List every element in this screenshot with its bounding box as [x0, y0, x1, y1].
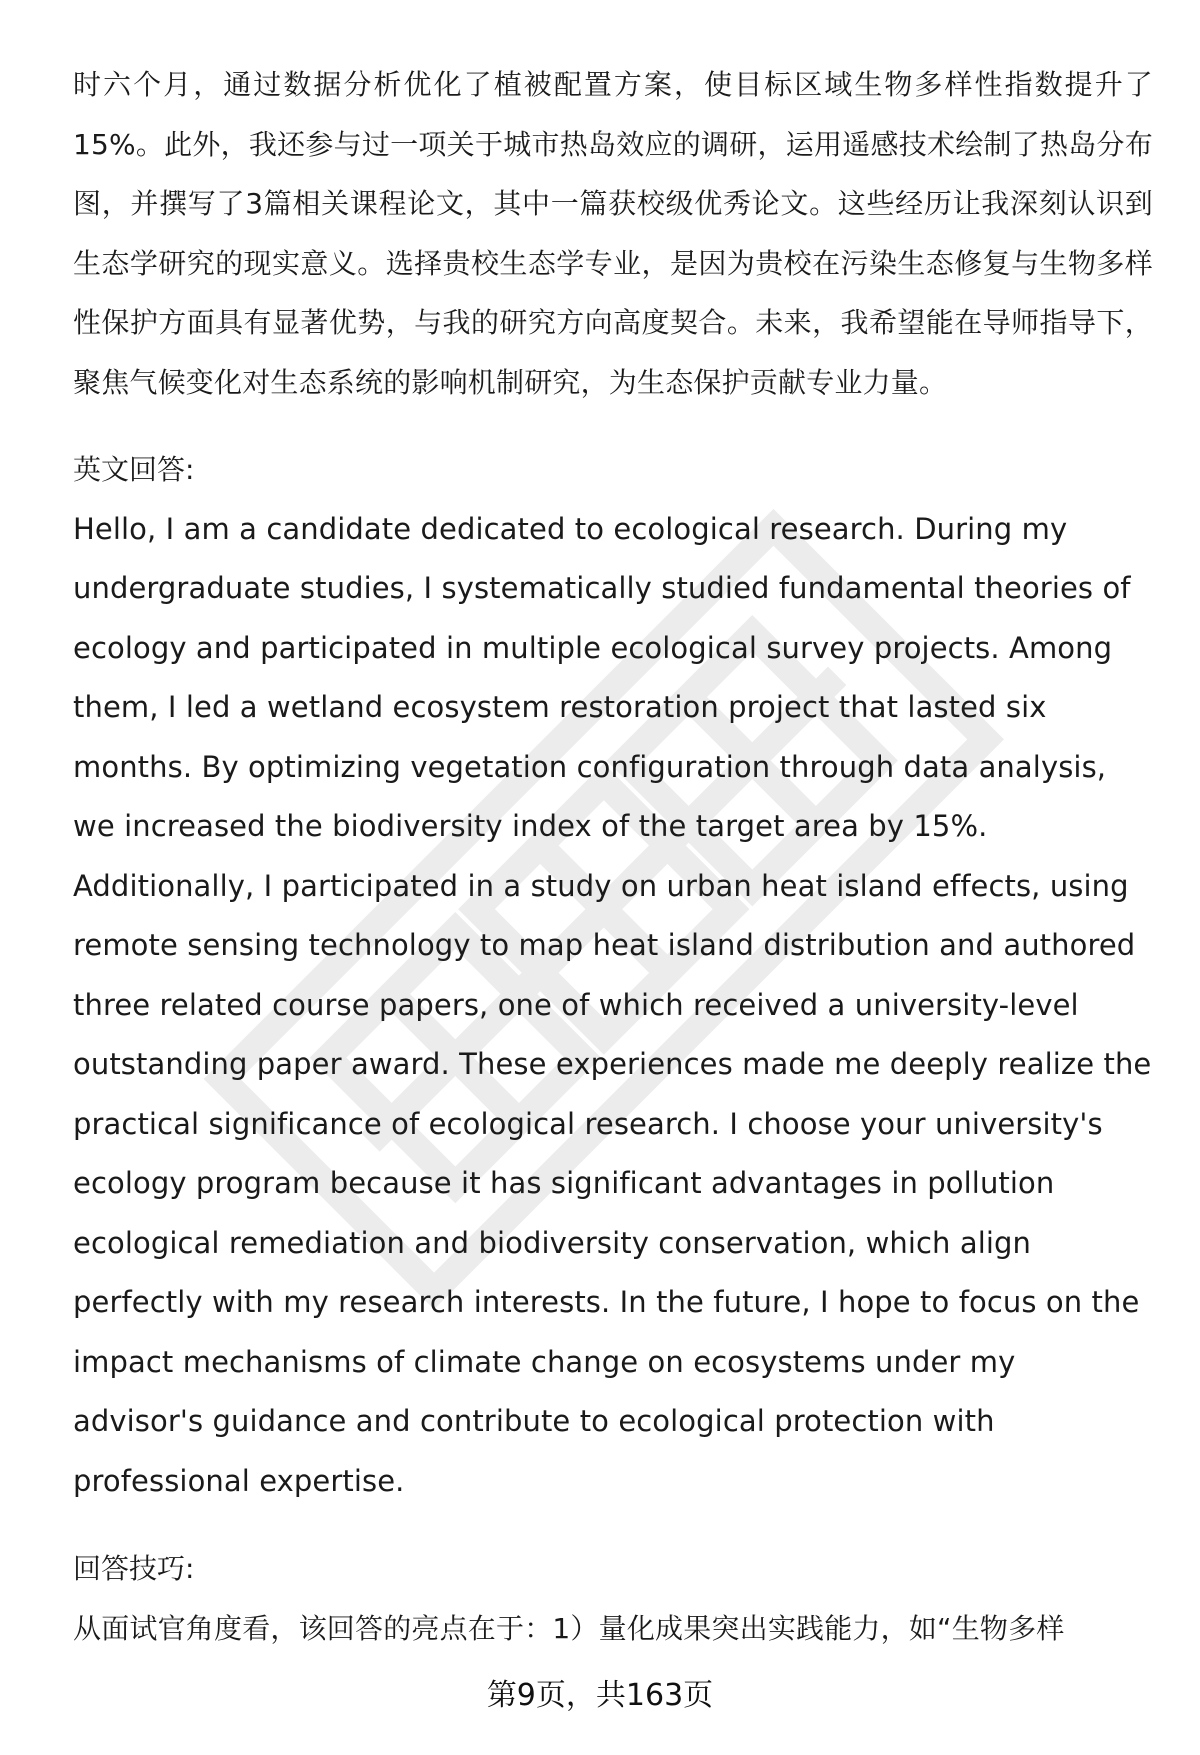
chinese-answer-paragraph: 时六个月，通过数据分析优化了植被配置方案，使目标区域生物多样性指数提升了15%。此外，我还参与过一项关于城市热岛效应的调研，运用遥感技术绘制了热岛分布图，并撰写了3篇相关课程论文，其中一篇获校级优秀论文。这些经历让我深刻认识到生态学研究的现实意义。选择贵校生态学专业，是因为贵校在污染生态修复与生物多样性保护方面具有显著优势，与我的研究方向高度契合。未来，我希望能在导师指导下，聚焦气候变化对生态系统的影响机制研究，为生态保护贡献专业力量。	[73, 68, 1153, 399]
page-number-footer: 第9页，共163页	[486, 1678, 714, 1713]
english-answer-paragraph: Hello, I am a candidate dedicated to ecological research. During my undergraduate studies, I systematically studied fundamental theories of ecology and participated in multiple ecological survey projects. Among them, I led a wetland ecosystem restoration project that lasted six months. By optimizing vegetation configuration through data analysis, we increased the biodiversity index of the target area by 15%. Additionally, I participated in a study on urban heat island effects, using remote sensing technology to map heat island distribution and authored three related course papers, one of which received a university-level outstanding paper award. These experiences made me deeply realize the practical significance of ecological research. I choose your university's ecology program because it has significant advantages in pollution ecological remediation and biodiversity conservation, which align perfectly with my research interests. In the future, I hope to focus on the impact mechanisms of climate change on ecosystems under my advisor's guidance and contribute to ecological protection with professional expertise.	[73, 511, 1152, 1498]
answer-tips-paragraph: 从面试官角度看，该回答的亮点在于：1）量化成果突出实践能力，如“生物多样	[73, 1611, 1065, 1645]
english-answer-heading: 英文回答:	[73, 453, 195, 486]
document-body	[73, 55, 1153, 1658]
answer-tips-heading: 回答技巧:	[73, 1552, 195, 1585]
